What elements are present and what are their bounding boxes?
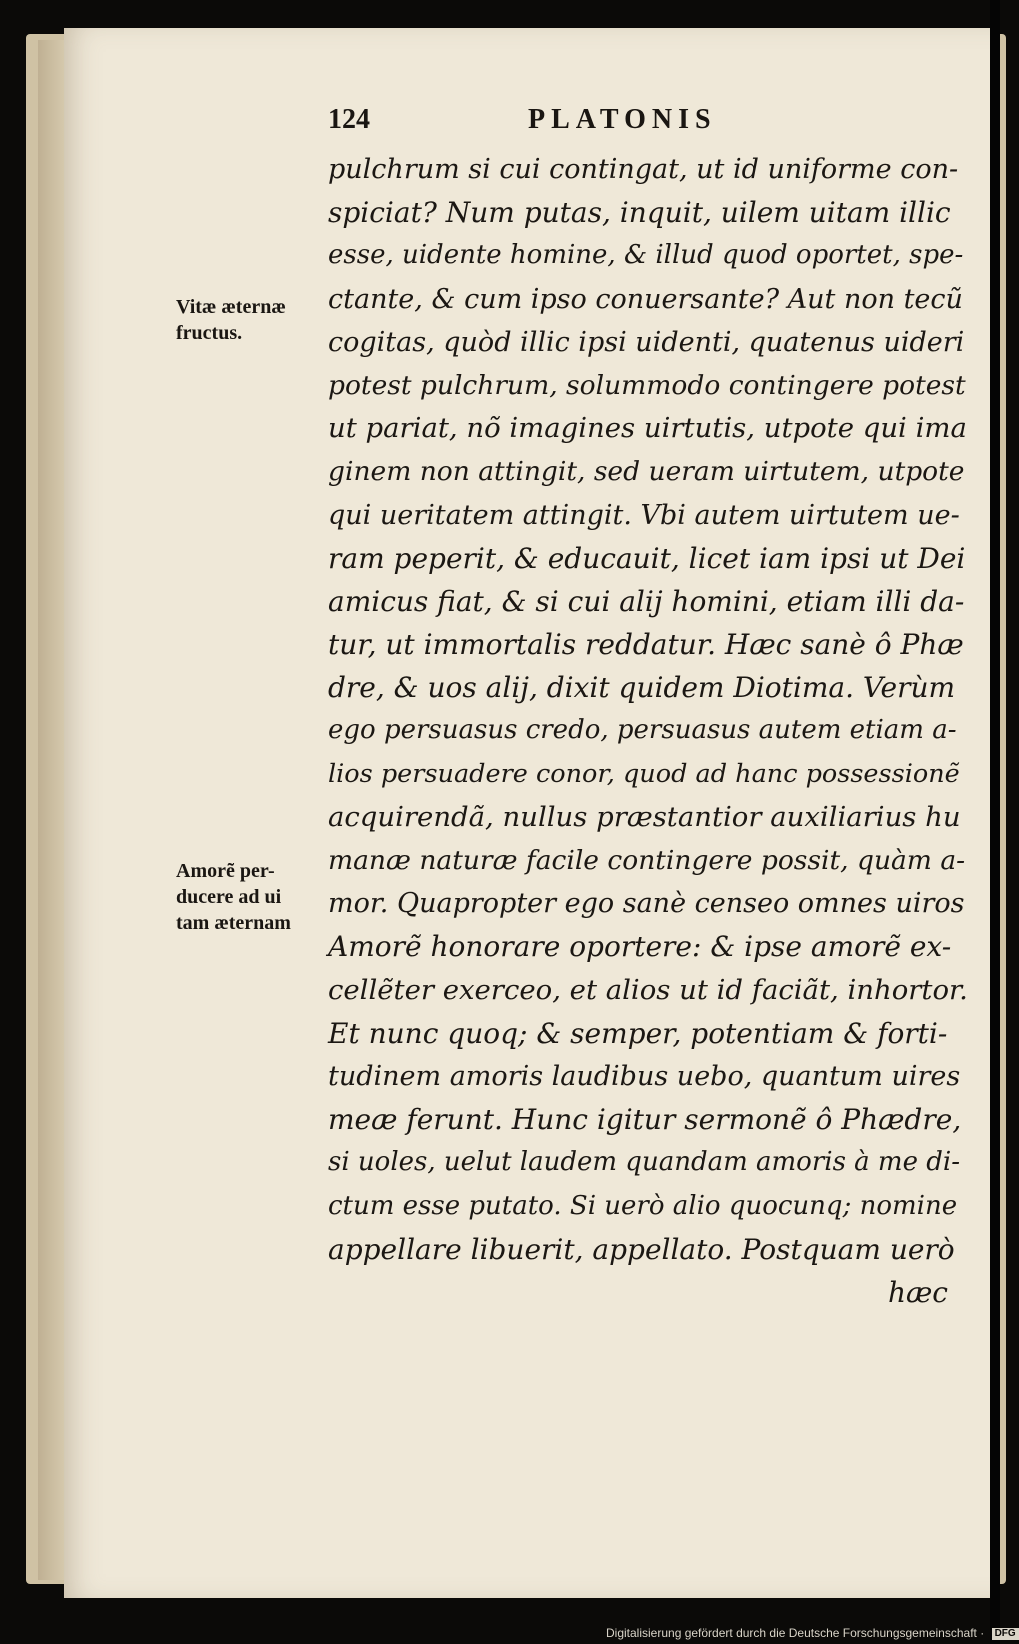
text-line: manæ naturæ facile contingere possit, quàm a- <box>328 845 966 876</box>
text-line: Amorẽ honorare oportere: & ipse amorẽ ex- <box>328 930 952 964</box>
text-line: amicus fiat, & si cui alij homini, etiam illi da- <box>328 584 965 618</box>
text-line: ut pariat, nõ imagines uirtutis, utpote qui ima <box>328 412 967 445</box>
dfg-logo-icon: DFG <box>992 1628 1019 1640</box>
footer-credit-text: Digitalisierung gefördert durch die Deutsche Forschungsgemeinschaft <box>606 1626 977 1640</box>
margin-note-line: Amorẽ per- <box>176 860 275 882</box>
text-line: ctum esse putato. Si uerò alio quocunq; nomine <box>328 1190 958 1221</box>
text-line: spiciat? Num putas, inquit, uilem uitam illic <box>328 196 951 230</box>
catchword: hæc <box>887 1275 948 1309</box>
page-number: 124 <box>328 104 370 135</box>
text-line: Et nunc quoq; & semper, potentiam & forti- <box>328 1016 948 1050</box>
margin-note-line: tam æternam <box>176 912 291 934</box>
text-line: appellare libuerit, appellato. Postquam uerò <box>328 1232 955 1266</box>
text-line: dre, & uos alij, dixit quidem Diotima. Verùm <box>328 671 956 705</box>
text-line: lios persuadere conor, quod ad hanc possessionẽ <box>328 758 960 789</box>
page-header <box>328 104 968 144</box>
text-line: potest pulchrum, solummodo contingere potest <box>328 369 966 401</box>
text-line: mor. Quapropter ego sanè censeo omnes uiros <box>328 888 965 920</box>
text-line: qui ueritatem attingit. Vbi autem uirtutem ue- <box>328 499 960 531</box>
margin-note-line: fructus. <box>176 322 243 344</box>
text-line: si uoles, uelut laudem quandam amoris à me di- <box>328 1147 960 1178</box>
text-line: cellẽter exerceo, et alios ut id faciãt, inhortor. <box>328 973 968 1006</box>
text-line: meæ ferunt. Hunc igitur sermonẽ ô Phædre, <box>328 1103 962 1137</box>
text-line: ram peperit, & educauit, licet iam ipsi ut Dei <box>328 541 966 575</box>
text-line: acquirendã, nullus præstantior auxiliarius hu <box>328 800 961 833</box>
body-text <box>328 148 968 1314</box>
text-line: cogitas, quòd illic ipsi uidenti, quatenus uideri <box>328 326 965 358</box>
margin-note-eternal-life <box>176 294 286 346</box>
text-line: esse, uidente homine, & illud quod oportet, spe- <box>328 240 964 271</box>
running-title: PLATONIS <box>528 104 717 135</box>
footer-credit: Digitalisierung gefördert durch die Deutsche Forschungsgemeinschaft · DFG <box>606 1626 1019 1640</box>
text-line: ctante, & cum ipso conuersante? Aut non tecũ <box>328 283 963 315</box>
margin-note-line: Vitæ æternæ <box>176 296 286 318</box>
text-line: ego persuasus credo, persuasus autem etiam a- <box>328 715 957 746</box>
text-line: tudinem amoris laudibus uebo, quantum uires <box>328 1060 961 1092</box>
text-line: pulchrum si cui contingat, ut id uniforme con- <box>328 154 959 185</box>
scan-border <box>990 0 1000 1644</box>
text-line: ginem non attingit, sed ueram uirtutem, utpote <box>328 456 965 488</box>
margin-note-line: ducere ad ui <box>176 886 282 908</box>
text-line: tur, ut immortalis reddatur. Hæc sanè ô Phæ <box>328 628 964 662</box>
margin-note-love-leads <box>176 858 291 936</box>
